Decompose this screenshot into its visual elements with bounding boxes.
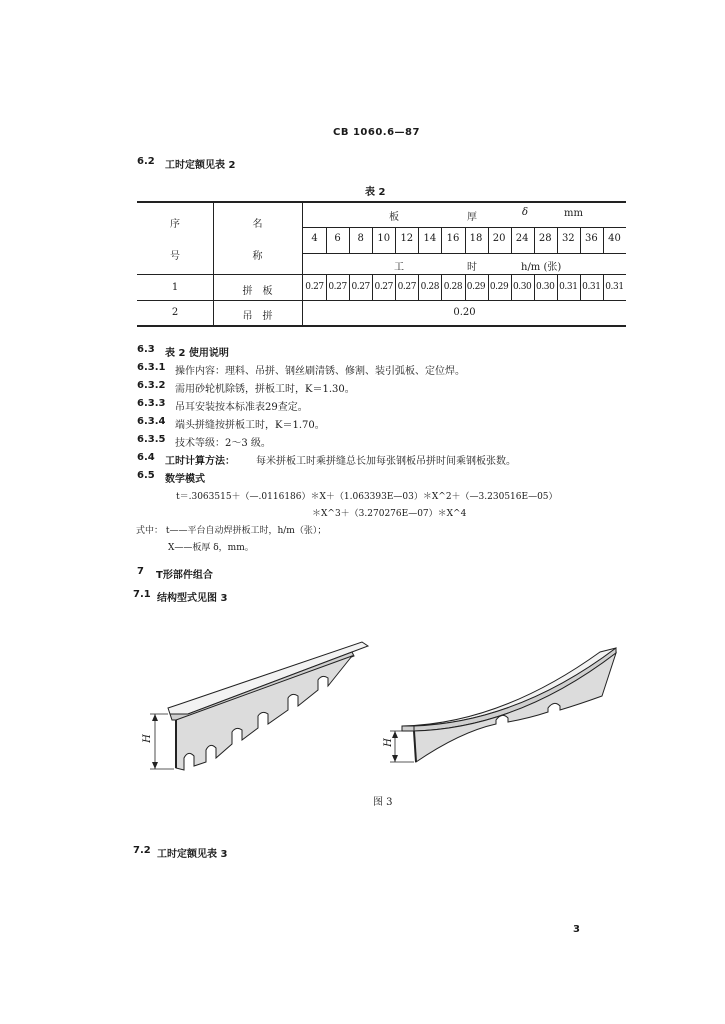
standard-code: CB 1060.6—87 [333, 127, 420, 138]
row2-seq: 2 [171, 307, 179, 318]
item-6-3-1-number: 6.3.1 [137, 362, 166, 373]
row1-worktime-value: 0.31 [605, 282, 624, 292]
section-6-4-number: 6.4 [137, 452, 155, 463]
header-name-bottom: 称 [252, 251, 263, 262]
row1-worktime-value: 0.27 [397, 282, 417, 292]
item-6-3-3-number: 6.3.3 [137, 398, 166, 409]
item-6-3-5-text: 技术等级：2～3 级。 [175, 438, 271, 449]
table-worktime-rule [303, 253, 626, 254]
left-web [176, 656, 352, 770]
figure-3-left-drawing [140, 632, 380, 777]
thickness-value: 14 [423, 233, 437, 244]
table2-caption: 表 2 [365, 187, 386, 198]
worktime-label-2: 时 [467, 262, 477, 273]
thickness-value: 32 [561, 233, 575, 244]
row2-merged-value: 0.20 [453, 307, 476, 318]
thickness-value: 28 [538, 233, 552, 244]
row1-worktime-value: 0.27 [351, 282, 370, 292]
row1-worktime-value: 0.29 [466, 282, 486, 292]
section-7-title: T形部件组合 [156, 570, 213, 581]
row1-worktime-value: 0.28 [443, 282, 463, 292]
row1-name: 拼 板 [242, 286, 273, 297]
right-dim-label: H [382, 738, 394, 747]
row1-worktime-value: 0.30 [536, 282, 555, 292]
thickness-value: 18 [469, 233, 483, 244]
row1-worktime-value: 0.28 [420, 282, 440, 292]
section-6-5-title: 数学模式 [165, 474, 205, 485]
left-dim-arrow-top [152, 714, 158, 721]
thickness-value: 20 [492, 233, 506, 244]
thickness-label-3: δ [522, 207, 529, 218]
item-6-3-4-number: 6.3.4 [137, 416, 166, 427]
row1-worktime-value: 0.27 [328, 282, 347, 292]
page-number: 3 [573, 924, 580, 935]
row1-seq: 1 [171, 282, 179, 293]
thickness-label-1: 板 [389, 212, 399, 223]
figure-3-caption: 图 3 [373, 797, 393, 808]
row1-worktime-value: 0.29 [489, 282, 509, 292]
table-row-rule [137, 300, 626, 301]
thickness-value: 6 [334, 233, 341, 244]
formula-line-1: t＝.3063515＋（—.0116186）＊X＋（1.063393E—03）＊X^2＋（—3.230516E—05） [176, 492, 558, 502]
item-6-3-1-text: 操作内容：理料、吊拼、钢丝刷清锈、修割、装引弧板、定位焊。 [175, 366, 465, 377]
thickness-value: 4 [311, 233, 318, 244]
section-6-4-text: 每米拼板工时乘拼缝总长加每张钢板吊拼时间乘钢板张数。 [256, 456, 516, 467]
thickness-value: 24 [515, 233, 529, 244]
figure-3-right-drawing [380, 638, 630, 768]
section-6-4-title: 工时计算方法： [165, 456, 235, 467]
worktime-label-1: 工 [394, 262, 404, 273]
thickness-value: 36 [585, 233, 598, 244]
section-6-3-number: 6.3 [137, 344, 155, 355]
table-top-rule [137, 201, 626, 203]
item-6-3-2-text: 需用砂轮机除锈，拼板工时，K＝1.30。 [175, 384, 355, 395]
thickness-value: 40 [608, 233, 621, 244]
section-7-1-title: 结构型式见图 3 [157, 593, 228, 604]
section-6-2-title: 工时定额见表 2 [165, 160, 236, 171]
table-bottom-rule [137, 325, 626, 327]
row2-name: 吊 拼 [242, 311, 273, 322]
table-2 [137, 201, 626, 326]
row1-worktime-value: 0.31 [582, 282, 601, 292]
thickness-label-4: mm [564, 208, 583, 219]
item-6-3-2-number: 6.3.2 [137, 380, 166, 391]
header-name-top: 名 [252, 219, 263, 230]
item-6-3-5-number: 6.3.5 [137, 434, 166, 445]
section-6-2-number: 6.2 [137, 156, 155, 167]
header-seq-bottom: 号 [170, 251, 180, 262]
right-dim-arrow-bottom [392, 755, 398, 762]
thickness-value: 16 [446, 233, 460, 244]
thickness-label-2: 厚 [467, 212, 477, 223]
formula-where-1: 式中： t——平台自动焊拼板工时，h/m（张）； [136, 526, 327, 536]
left-dim-arrow-bottom [152, 762, 158, 769]
section-7-2-number: 7.2 [133, 845, 151, 856]
row1-worktime-value: 0.27 [374, 282, 393, 292]
section-6-5-number: 6.5 [137, 470, 155, 481]
worktime-label-3: h/m (张) [521, 262, 562, 273]
formula-line-2: ＊X^3＋（3.270276E—07）＊X^4 [312, 509, 467, 519]
section-6-3-title: 表 2 使用说明 [165, 348, 229, 359]
header-seq-top: 序 [170, 219, 180, 230]
thickness-value: 10 [377, 233, 391, 244]
item-6-3-3-text: 吊耳安装按本标准表29查定。 [175, 402, 308, 413]
table-header-rule [137, 274, 626, 275]
row1-worktime-value: 0.27 [305, 282, 324, 292]
thickness-value: 12 [400, 233, 414, 244]
row1-worktime-value: 0.31 [559, 282, 578, 292]
left-dim-label: H [141, 734, 153, 743]
section-7-2-title: 工时定额见表 3 [157, 849, 228, 860]
right-flange-end [402, 726, 414, 731]
section-7-1-number: 7.1 [133, 589, 151, 600]
row1-worktime-value: 0.30 [512, 282, 532, 292]
thickness-value: 8 [357, 233, 364, 244]
section-7-number: 7 [137, 566, 144, 577]
item-6-3-4-text: 端头拼缝按拼板工时，K＝1.70。 [175, 420, 325, 431]
formula-where-2: X——板厚 δ，mm。 [168, 543, 254, 553]
